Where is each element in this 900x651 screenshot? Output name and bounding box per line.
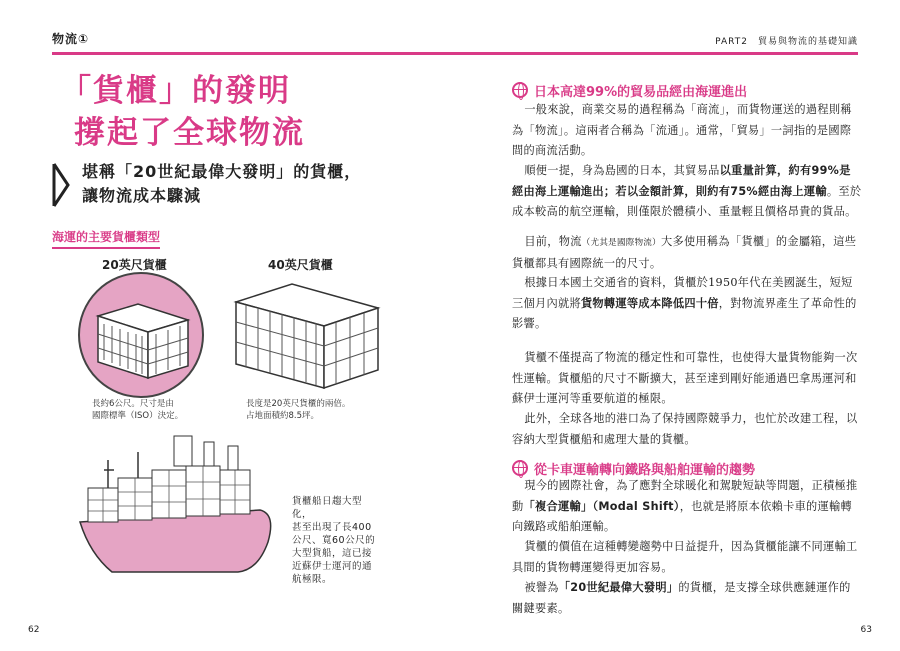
page-number-left: 62	[28, 625, 40, 635]
running-header-left: 物流①	[52, 32, 90, 46]
right-page	[450, 0, 900, 651]
subheading	[52, 160, 422, 212]
container-40-illustration	[232, 280, 382, 396]
paragraph-2-text-end: 。至於成本較高的航空運輸，則僅限於體積小、重量輕且價格昂貴的貨品。	[512, 184, 862, 218]
page-number-right: 63	[860, 625, 872, 635]
paragraph-3	[512, 232, 862, 274]
container-40-title: 40英尺貨櫃	[268, 258, 333, 272]
page-headline	[60, 70, 305, 154]
ship-caption	[292, 495, 378, 586]
paragraph-9-text: 被譽為	[524, 581, 559, 594]
headline-line1: 「貨櫃」的發明	[60, 73, 291, 109]
ship-caption-line: 公尺、寬60公尺的	[292, 535, 376, 546]
subheading-line1: 堪稱「20世紀最偉大發明」的貨櫃，	[82, 162, 362, 181]
container-20-illustration	[78, 272, 204, 398]
paragraph-7-bold: 「複合運輸」（Modal Shift）	[523, 499, 680, 513]
paragraph-7-text: 現今的國際社會，為了應對全球暖化和駕駛短缺等問題，正積極推動	[512, 479, 858, 513]
chevron-marker-icon	[52, 162, 72, 208]
paragraph-4-bold: 貨物轉運等成本降低四十倍	[580, 296, 719, 310]
container-20-caption-line1: 長約6公尺。尺寸是由	[92, 399, 174, 409]
paragraph-6: 此外，全球各地的港口為了保持國際競爭力，也忙於改建工程，以容納大型貨櫃船和處理大量的貨櫃。	[512, 412, 858, 446]
paragraph-4	[512, 273, 862, 335]
container-ship-illustration	[78, 430, 278, 589]
paragraph-3-text-end: 大多使用稱為「貨櫃」的金屬箱，這些貨櫃都具有國際統一的尺寸。	[512, 235, 857, 270]
paragraph-2-bold: 以重量計算，約有99%是經由海上運輸進出；若以金額計算，則約有75%經由海上運輸	[512, 164, 851, 198]
paragraph-9	[512, 578, 862, 619]
ship-caption-line: 航極限。	[292, 574, 333, 585]
container-20-icon	[80, 274, 204, 398]
ship-caption-line: 大型貨船，這已接	[292, 548, 373, 559]
header-rule-left	[52, 52, 450, 55]
section1-title: 日本高達99%的貿易品經由海運進出	[534, 85, 748, 100]
ship-caption-line: 近蘇伊士運河的通	[292, 561, 373, 572]
ship-caption-line: 貨櫃船日趨大型化，	[292, 496, 363, 520]
paragraph-2	[512, 161, 862, 223]
paragraph-9-bold: 「20世紀最偉大發明」	[558, 581, 679, 594]
paragraph-8: 貨櫃的價值在這種轉變趨勢中日益提升，因為貨櫃能讓不同運輸工具間的貨物轉運變得更加容易。	[512, 540, 858, 574]
section-label: 海運的主要貨櫃類型	[52, 228, 160, 249]
globe-icon	[512, 460, 528, 476]
paragraph-1: 一般來說，商業交易的過程稱為「商流」，而貨物運送的過程則稱為「物流」。這兩者合稱為「流通」。通常，「貿易」一詞指的是國際間的商流活動。	[512, 103, 852, 157]
headline-line2: 撐起了全球物流	[74, 115, 305, 151]
paragraph-5: 貨櫃不僅提高了物流的穩定性和可靠性，也使得大量貨物能夠一次性運輸。貨櫃船的尺寸不斷擴大，甚至達到剛好能通過巴拿馬運河和蘇伊士運河等重要航道的極限。	[512, 351, 858, 405]
container-40-caption-line2: 占地面積約8.5坪。	[246, 411, 320, 421]
subheading-line2: 讓物流成本驟減	[82, 186, 202, 205]
paragraph-2-text: 順便一提，身為島國的日本，其貿易品	[524, 164, 720, 177]
container-40-caption	[246, 398, 350, 422]
container-40-caption-line1: 長度是20英尺貨櫃的兩倍。	[246, 399, 351, 409]
paragraph-4-text: 根據日本國土交通省的資料，貨櫃於1950年代在美國誕生，短短三個月內就將	[512, 276, 853, 310]
paragraph-4-text-end: ，對物流界產生了革命性的影響。	[512, 296, 857, 330]
section2-title: 從卡車運輸轉向鐵路與船舶運輸的趨勢	[534, 463, 756, 478]
paragraph-3-text: 目前，物流	[524, 235, 582, 248]
running-header-right: PART2 貿易與物流的基礎知識	[715, 37, 858, 47]
paragraph-9-text-end: 的貨櫃，是支撐全球供應鏈運作的關鍵要素。	[512, 581, 851, 615]
paragraph-3-small: （尤其是國際物流）	[581, 238, 661, 248]
ship-caption-line: 甚至出現了長400	[292, 522, 372, 533]
container-20-title: 20英尺貨櫃	[102, 258, 167, 272]
globe-icon	[512, 82, 528, 98]
paragraph-7	[512, 476, 862, 538]
container-20-caption-line2: 國際標準（ISO）決定。	[92, 411, 184, 421]
container-ship-icon	[78, 430, 278, 585]
paragraph-7-text-end: ，也就是將原本依賴卡車的運輸轉向鐵路或船舶運輸。	[512, 499, 853, 533]
container-20-caption	[92, 398, 183, 422]
container-40-icon	[232, 280, 382, 392]
header-rule-right	[450, 52, 858, 55]
